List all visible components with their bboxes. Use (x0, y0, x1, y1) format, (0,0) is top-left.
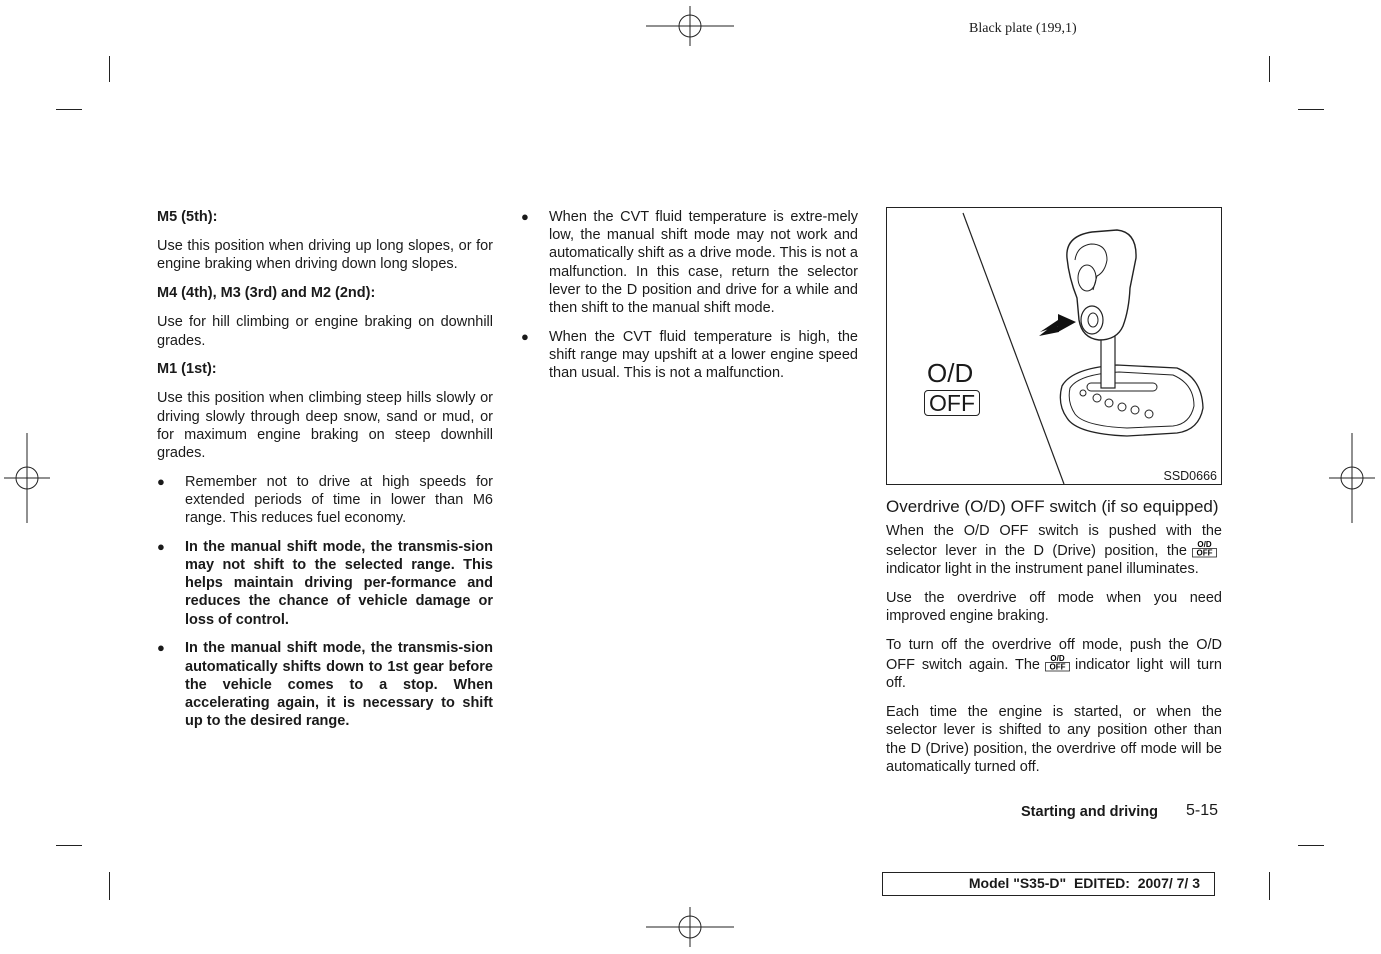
paragraph-od-4: Each time the engine is started, or when the selector lever is shifted to any position other than the D (Drive) position, the overdrive off mode will be automatically turned off. (886, 704, 1222, 775)
selector-lever-illustration (887, 208, 1221, 484)
right-column (886, 496, 1222, 786)
od-off-indicator-icon (1044, 654, 1071, 672)
model-edited-label: Model "S35-D" EDITED: 2007/ 7/ 3 (968, 875, 1200, 891)
bullet-icon: ● (157, 640, 165, 656)
figure-code: SSD0666 (1163, 469, 1217, 483)
list-item: ● When the CVT fluid temperature is high, the shift range may upshift at a lower engine speed than usual. This is not a malfunction. (521, 328, 858, 382)
figure-od-label: O/D (927, 358, 974, 388)
left-column (157, 208, 493, 741)
section-title: Overdrive (O/D) OFF switch (if so equipped) (886, 497, 1219, 516)
plate-label: Black plate (199,1) (969, 21, 1077, 36)
list-item: ● Remember not to drive at high speeds for extended periods of time in lower than M6 range. This reduces fuel economy. (157, 473, 493, 527)
paragraph-m5: Use this position when driving up long slopes, or for engine braking when driving down long slopes. (157, 238, 493, 273)
middle-column (521, 208, 858, 393)
footer-section-name: Starting and driving (1021, 804, 1158, 820)
figure-od-switch (886, 207, 1222, 485)
heading-m5: M5 (5th): (157, 209, 218, 225)
registration-mark-right (1329, 433, 1375, 523)
bullet-icon: ● (521, 209, 529, 224)
paragraph-od-3: To turn off the overdrive off mode, push the O/D OFF switch again. The O/D OFF indicator light will turn off. (886, 637, 1222, 692)
svg-text:OFF: OFF (1196, 548, 1213, 558)
heading-m1: M1 (1st): (157, 361, 217, 378)
paragraph-od-2: Use the overdrive off mode when you need improved engine braking. (886, 590, 1222, 625)
list-item: ● In the manual shift mode, the transmis-sion automatically shifts down to 1st gear before the vehicle comes to a stop. When accelerating again, it is necessary to shift up to the desired range. (157, 640, 493, 730)
list-item: ● In the manual shift mode, the transmis-sion may not shift to the selected range. This helps maintain driving per-formance and reduces the chance of vehicle damage or loss of control. (157, 538, 493, 628)
model-edited-box (882, 872, 1215, 896)
svg-text:OFF: OFF (1049, 662, 1066, 672)
heading-m4-m3-m2: M4 (4th), M3 (3rd) and M2 (2nd): (157, 285, 376, 302)
paragraph-m4-m3-m2: Use for hill climbing or engine braking on downhill grades. (157, 314, 493, 349)
bullet-icon: ● (157, 473, 165, 489)
svg-text:O/D: O/D (1050, 654, 1065, 664)
paragraph-m1: Use this position when climbing steep hills slowly or driving slowly through deep snow, sand or mud, or for maximum engine braking on steep downhill grades. (157, 390, 493, 462)
registration-mark-bottom (646, 907, 734, 947)
paragraph-od-1: When the O/D OFF switch is pushed with the selector lever in the D (Drive) position, the O/D OFF indicator light in the instrument panel illuminates. (886, 523, 1222, 578)
svg-text:O/D: O/D (1197, 540, 1212, 550)
registration-mark-left (4, 433, 50, 523)
figure-off-label: OFF (924, 390, 980, 416)
list-item: ● When the CVT fluid temperature is extre-mely low, the manual shift mode may not work and automatically shift as a drive mode. This is not a malfunction. In this case, return the selector lever to the D position and drive for a while and then shift to the manual shift mode. (521, 209, 858, 317)
registration-mark-top (646, 6, 734, 46)
od-off-indicator-icon (1191, 540, 1218, 558)
bullet-icon: ● (157, 538, 165, 554)
page-number: 5-15 (1186, 802, 1219, 819)
bullet-icon: ● (521, 328, 529, 344)
